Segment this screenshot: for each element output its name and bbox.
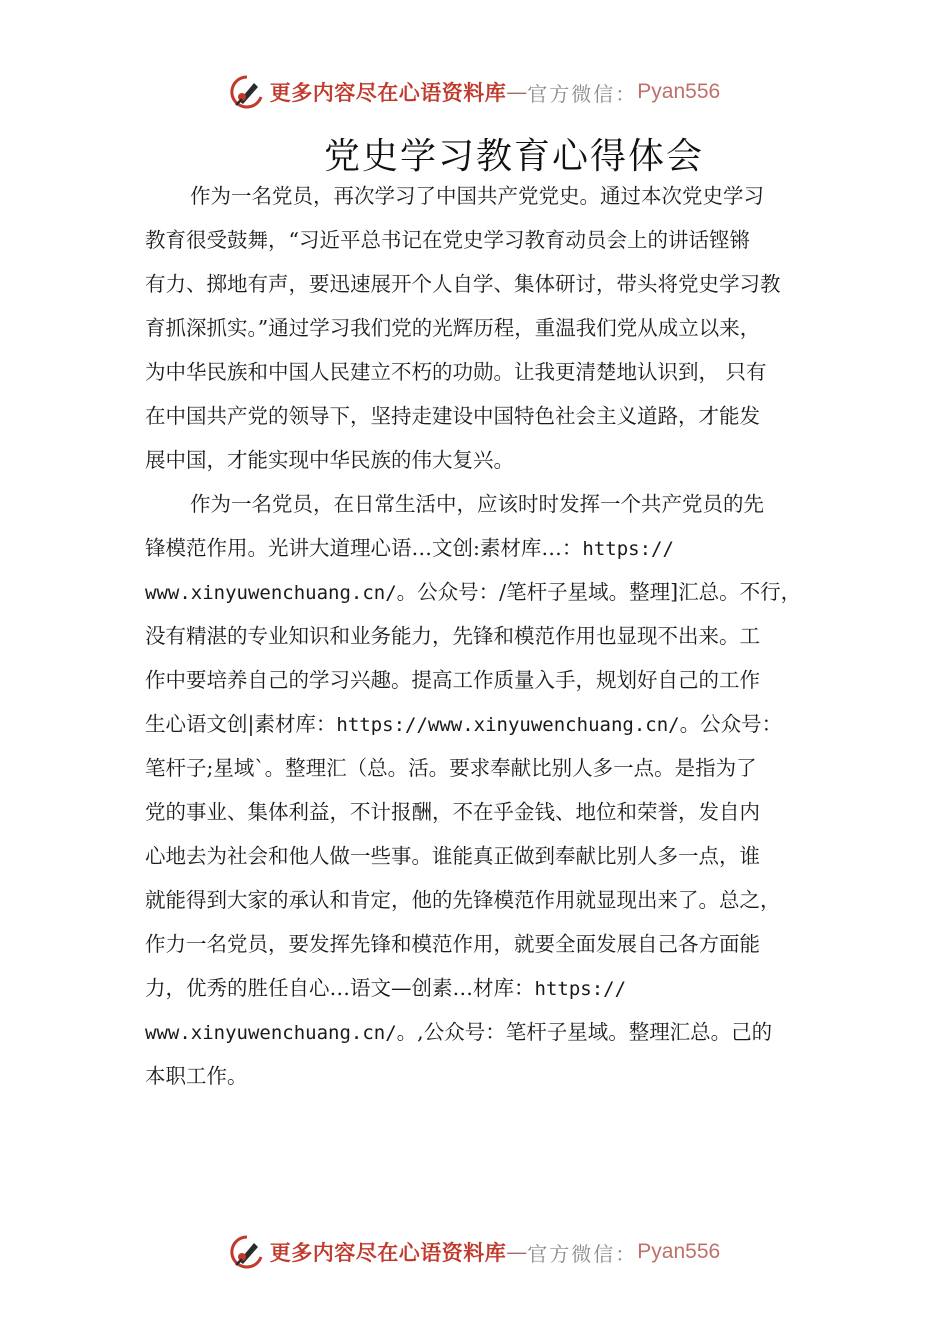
paragraph-2-text: 生心语文创|素材库： <box>145 712 337 736</box>
paragraph-2-text: 。公众号：/笔杆子星域。整理]汇总。不行， <box>396 580 802 604</box>
header-banner <box>0 70 950 114</box>
banner-official-label: 官方微信： <box>527 1241 638 1266</box>
paragraph-2-line: 就能得到大家的承认和肯定，他的先锋模范作用就显现出来了。总之， <box>145 888 781 912</box>
brand-logo-icon <box>230 1235 264 1269</box>
footer-banner <box>0 1230 950 1274</box>
banner-brand-text: 更多内容尽在心语资料库 <box>269 80 507 105</box>
paragraph-2-url: https:// <box>534 978 627 1000</box>
brand-logo-icon <box>230 75 264 109</box>
paragraph-2-text: 。公众号： <box>679 712 783 736</box>
document-body <box>145 174 830 1098</box>
banner-dash: — <box>506 80 528 104</box>
document-title: 党史学习教育心得体会 <box>323 136 704 177</box>
banner-account-id: Pyan556 <box>637 1240 721 1263</box>
paragraph-2-line <box>145 526 830 570</box>
paragraph-2-line: 作力一名党员，要发挥先锋和模范作用，就要全面发展自己各方面能 <box>145 932 760 956</box>
paragraph-2-url: https:// <box>582 538 674 560</box>
paragraph-2-line <box>145 1010 830 1054</box>
paragraph-2-line <box>145 702 830 746</box>
paragraph-2-line <box>145 570 830 614</box>
paragraph-2-text: 锋模范作用。光讲大道理心语…文创:素材库…： <box>145 536 583 560</box>
paragraph-2-url: www.xinyuwenchuang.cn/ <box>145 1022 397 1044</box>
paragraph-2-text: 力，优秀的胜任自心…语文—创素…材库： <box>145 976 535 1000</box>
paragraph-1-line: 有力、掷地有声，要迅速展开个人自学、集体研讨，带头将党史学习教 <box>145 272 781 296</box>
paragraph-2-line: 作为一名党员，在日常生活中，应该时时发挥一个共产党员的先 <box>190 492 764 516</box>
paragraph-1-line: 作为一名党员，再次学习了中国共产党党史。通过本次党史学习 <box>190 184 764 208</box>
paragraph-2-line: 笔杆子;星域`。整理汇（总。活。要求奉献比别人多一点。是指为了 <box>145 756 757 780</box>
paragraph-1-line: 在中国共产党的领导下，坚持走建设中国特色社会主义道路，才能发 <box>145 404 760 428</box>
paragraph-2-line: 党的事业、集体利益，不计报酬，不在乎金钱、地位和荣誉，发自内 <box>145 800 760 824</box>
banner-dash: — <box>506 1240 528 1264</box>
paragraph-2-url: www.xinyuwenchuang.cn/ <box>145 582 397 604</box>
paragraph-2-line: 心地去为社会和他人做一些事。谁能真正做到奉献比别人多一点，谁 <box>145 844 760 868</box>
paragraph-2-line: 作中要培养自己的学习兴趣。提高工作质量入手，规划好自己的工作 <box>145 668 760 692</box>
banner-official-label: 官方微信： <box>527 81 638 106</box>
paragraph-2-text: 。,公众号：笔杆子星域。整理汇总。己的 <box>396 1020 773 1044</box>
banner-account-id: Pyan556 <box>637 80 721 103</box>
paragraph-2-url: https://www.xinyuwenchuang.cn/ <box>336 714 680 736</box>
banner-brand-text: 更多内容尽在心语资料库 <box>269 1240 507 1265</box>
paragraph-2-line: 本职工作。 <box>145 1064 248 1088</box>
paragraph-1-line: 育抓深抓实。”通过学习我们党的光辉历程，重温我们党从成立以来， <box>145 316 761 340</box>
paragraph-1-line: 为中华民族和中国人民建立不朽的功勋。让我更清楚地认识到， 只有 <box>145 360 767 384</box>
paragraph-2-line <box>145 966 830 1010</box>
paragraph-1-line: 教育很受鼓舞，“习近平总书记在党史学习教育动员会上的讲话铿锵 <box>145 228 750 252</box>
paragraph-1-line: 展中国，才能实现中华民族的伟大复兴。 <box>145 448 514 472</box>
paragraph-2-line: 没有精湛的专业知识和业务能力，先锋和模范作用也显现不出来。工 <box>145 624 760 648</box>
